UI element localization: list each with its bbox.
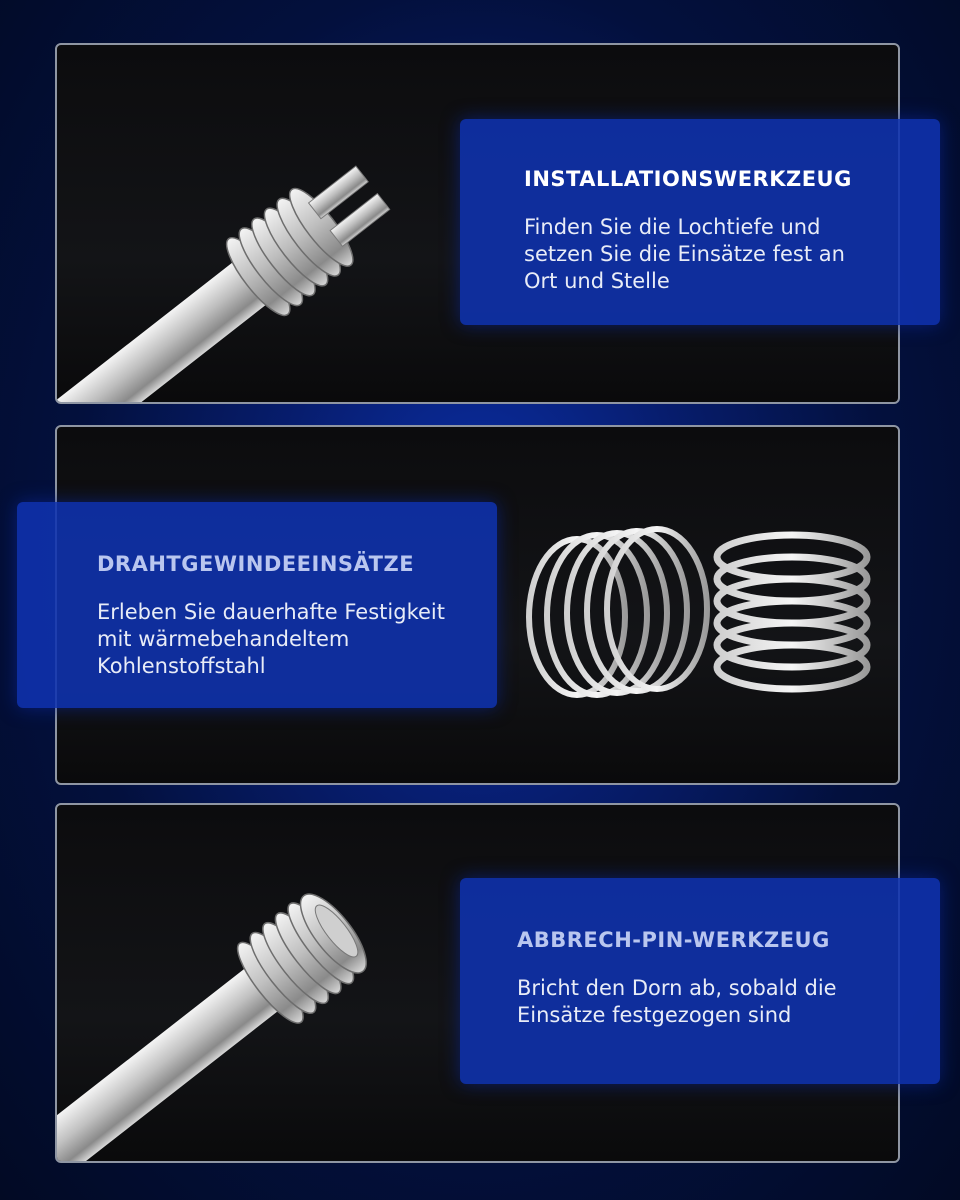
feature-title: DRAHTGEWINDEEINSÄTZE	[97, 552, 415, 576]
feature-description: Erleben Sie dauerhafte Festigkeit mit wärmebehandeltem Kohlenstoffstahl	[97, 600, 445, 678]
feature-card-inserts	[17, 502, 497, 708]
feature-card-tang-break	[460, 878, 940, 1084]
feature-card-installation	[460, 119, 940, 325]
feature-description: Bricht den Dorn ab, sobald die Einsätze festgezogen sind	[517, 976, 837, 1027]
feature-description: Finden Sie die Lochtiefe und setzen Sie die Einsätze fest an Ort und Stelle	[524, 215, 845, 293]
feature-title: INSTALLATIONSWERKZEUG	[524, 167, 852, 191]
feature-title: ABBRECH-PIN-WERKZEUG	[517, 928, 830, 952]
